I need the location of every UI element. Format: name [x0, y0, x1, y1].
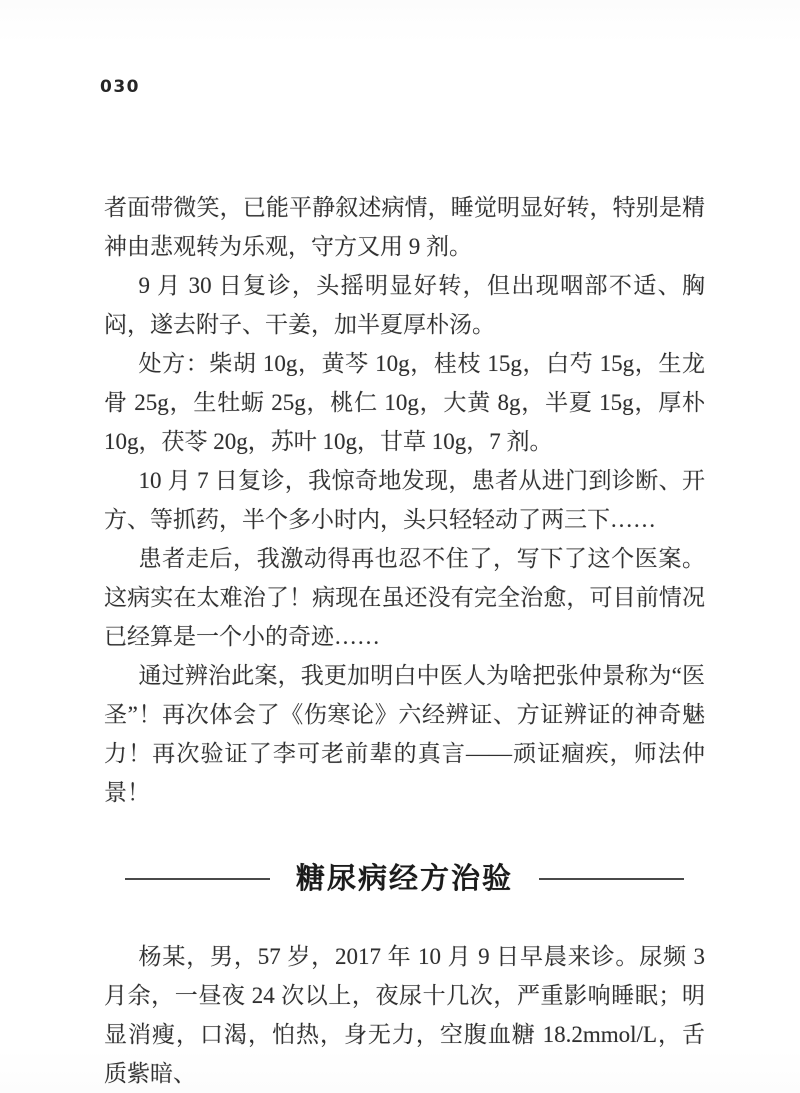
paragraph-prescription: 处方：柴胡 10g，黄芩 10g，桂枝 15g，白芍 15g，生龙骨 25g，生牡蛎 25g，桃仁 10g，大黄 8g，半夏 15g，厚朴 10g，茯苓 20g，苏叶 10g，甘草 10g，7 剂。 [104, 351, 705, 454]
section-heading-row [104, 859, 705, 898]
paragraph: 9 月 30 日复诊，头摇明显好转，但出现咽部不适、胸闷，遂去附子、干姜，加半夏厚朴汤。 [104, 273, 705, 337]
page-content [104, 188, 705, 1093]
paragraph: 者面带微笑，已能平静叙述病情，睡觉明显好转，特别是精神由悲观转为乐观，守方又用 9 剂。 [104, 195, 705, 259]
heading-rule-right [539, 878, 684, 880]
paragraph: 通过辨治此案，我更加明白中医人为啥把张仲景称为“医圣”！再次体会了《伤寒论》六经辨证、方证辨证的神奇魅力！再次验证了李可老前辈的真言——顽证痼疾，师法仲景！ [104, 663, 705, 805]
paragraph-case-intro: 杨某，男，57 岁，2017 年 10 月 9 日早晨来诊。尿频 3 月余，一昼夜 24 次以上，夜尿十几次，严重影响睡眠；明显消瘦，口渴，怕热，身无力，空腹血糖 18.2mmol/L，舌质紫暗、 [104, 944, 705, 1086]
paragraph: 10 月 7 日复诊，我惊奇地发现，患者从进门到诊断、开方、等抓药，半个多小时内，头只轻轻动了两三下…… [104, 468, 705, 532]
section-heading: 糖尿病经方治验 [295, 861, 513, 895]
page-number: 030 [100, 77, 140, 97]
paragraph: 患者走后，我激动得再也忍不住了，写下了这个医案。这病实在太难治了！病现在虽还没有完全治愈，可目前情况已经算是一个小的奇迹…… [104, 546, 705, 649]
heading-rule-left [125, 878, 270, 880]
